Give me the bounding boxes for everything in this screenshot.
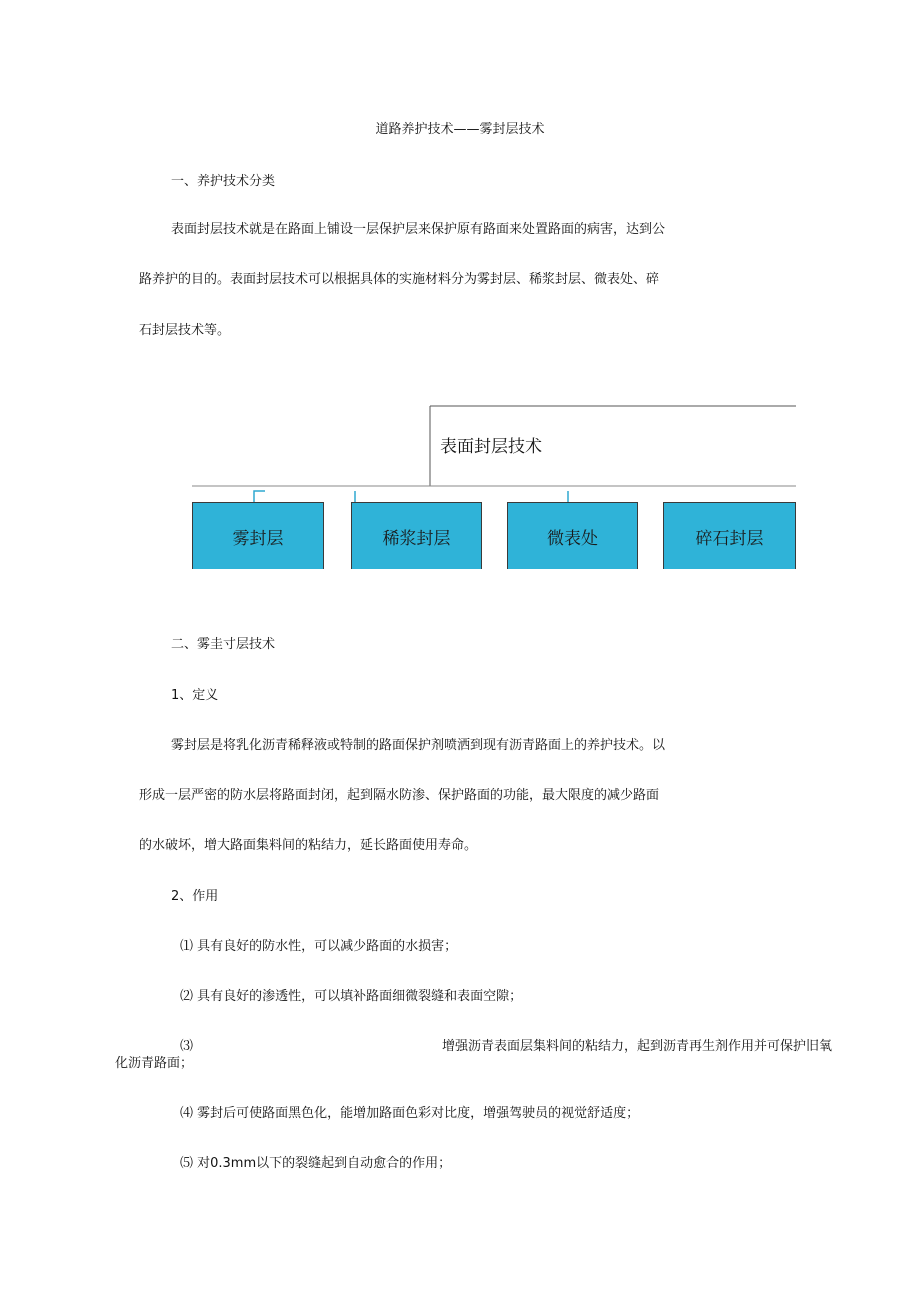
diagram-node-label: 雾封层 xyxy=(232,528,284,549)
diagram-root-label: 表面封层技术 xyxy=(440,437,542,457)
function-item-3-continuation: 化沥青路面； xyxy=(115,1056,194,1071)
diagram-node-micro-surfacing xyxy=(507,502,638,569)
section-1-paragraph-line-2: 路养护的目的。表面封层技术可以根据具体的实施材料分为雾封层、稀浆封层、微表处、碎 xyxy=(139,272,660,287)
diagram-node-label: 稀浆封层 xyxy=(382,528,451,549)
definition-heading: 1、定义 xyxy=(171,688,219,703)
diagram-node-chip-seal xyxy=(663,502,796,569)
function-item-5: ⑸ 对0.3mm以下的裂缝起到自动愈合的作用； xyxy=(180,1156,452,1171)
diagram-node-fog-seal xyxy=(192,502,324,569)
diagram-node-slurry-seal xyxy=(351,502,482,569)
page-title: 道路养护技术——雾封层技术 xyxy=(375,122,545,137)
definition-paragraph-line-2: 形成一层严密的防水层将路面封闭，起到隔水防渗、保护路面的功能，最大限度的减少路面 xyxy=(139,788,660,803)
definition-paragraph-line-3: 的水破坏，增大路面集料间的粘结力，延长路面使用寿命。 xyxy=(139,838,478,853)
function-item-3-text: 增强沥青表面层集料间的粘结力，起到沥青再生剂作用并可保护旧氧 xyxy=(442,1039,833,1054)
diagram-node-label: 微表处 xyxy=(547,528,598,549)
function-item-1: ⑴ 具有良好的防水性，可以减少路面的水损害； xyxy=(180,939,458,954)
diagram-node-label: 碎石封层 xyxy=(695,528,764,549)
function-heading: 2、作用 xyxy=(171,889,219,904)
function-item-2: ⑵ 具有良好的渗透性，可以填补路面细微裂缝和表面空隙； xyxy=(180,989,523,1004)
section-1-paragraph-line-3: 石封层技术等。 xyxy=(139,323,231,338)
section-1-paragraph-line-1: 表面封层技术就是在路面上铺设一层保护层来保护原有路面来处置路面的病害，达到公 xyxy=(171,222,666,237)
function-item-3-number: ⑶ xyxy=(180,1039,194,1054)
definition-paragraph-line-1: 雾封层是将乳化沥青稀释液或特制的路面保护剂喷洒到现有沥青路面上的养护技术。以 xyxy=(171,738,666,753)
connector-1 xyxy=(254,491,265,502)
section-1-heading: 一、养护技术分类 xyxy=(171,174,276,189)
function-item-4: ⑷ 雾封后可使路面黑色化，能增加路面色彩对比度，增强驾驶员的视觉舒适度； xyxy=(180,1106,640,1121)
section-2-heading: 二、雾圭寸层技术 xyxy=(171,637,276,652)
